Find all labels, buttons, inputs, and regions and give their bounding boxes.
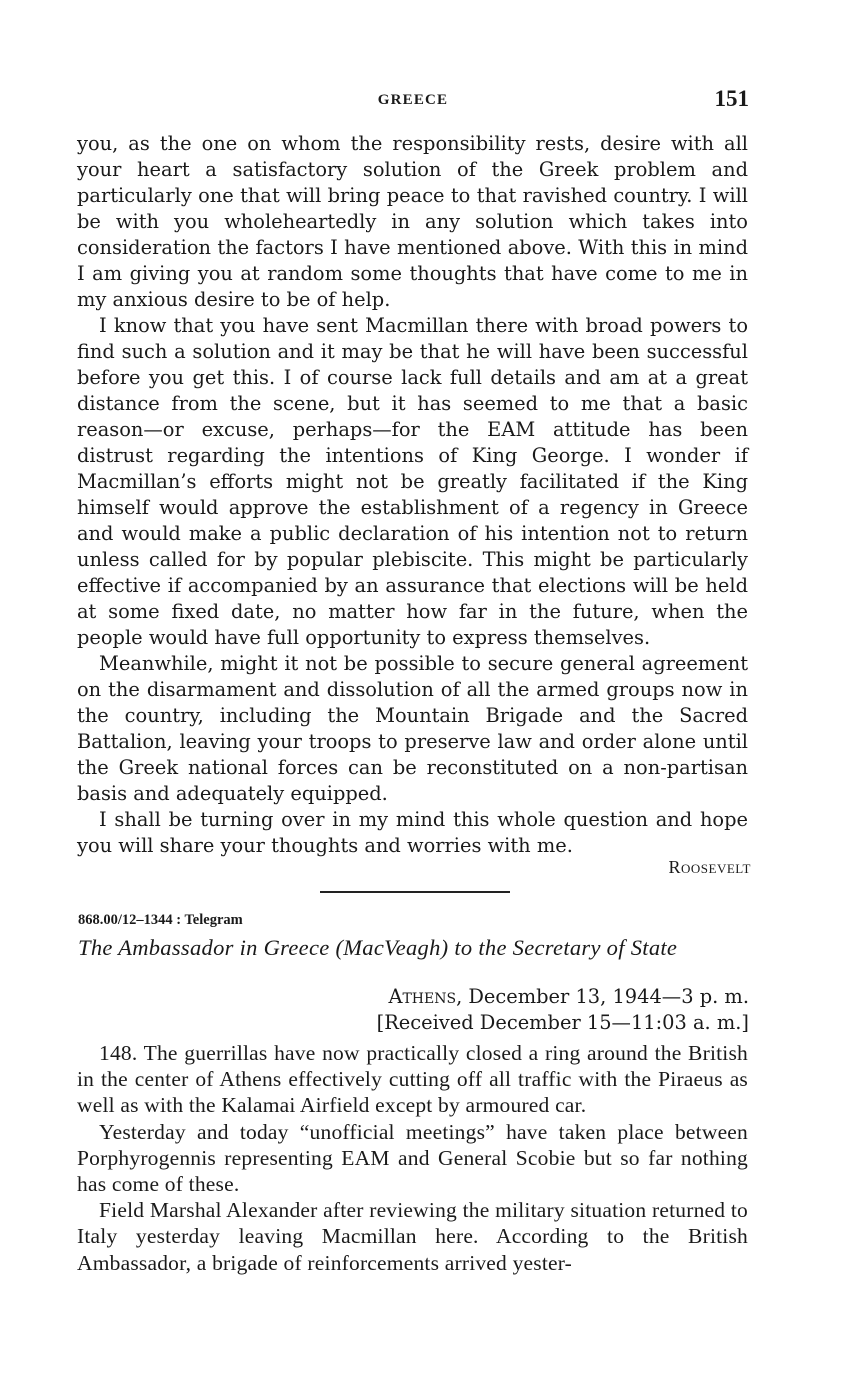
dateline-date: , December 13, 1944—3 p. m.: [456, 985, 749, 1008]
letter-body: [77, 131, 748, 859]
telegram-paragraph-1: 148. The guerrillas have now practically closed a ring around the British in the center of Athens effectively cutting off all traffic with the Piraeus as well as with the Kalamai Airfield except by armoured car.: [77, 1041, 748, 1118]
running-title: GREECE: [377, 92, 449, 108]
letter-paragraph-2: I know that you have sent Macmillan there with broad powers to find such a solution and it may be that he will have been successful before you get this. I of course lack full details and am at a great distance from the scene, but it has seemed to me that a basic reason—or excuse, perhaps—for the EAM attitude has been distrust regarding the intentions of King George. I wonder if Macmillan’s efforts might not be greatly facilitated if the King himself would approve the establishment of a regency in Greece and would make a public declaration of his intention not to return unless called for by popular plebiscite. This might be particularly effective if accompanied by an assurance that elections will be held at some fixed date, no matter how far in the future, when the people would have full opportunity to express themselves.: [77, 314, 748, 649]
section-divider: [320, 891, 510, 893]
telegram-paragraph-3: Field Marshal Alexander after reviewing the military situation returned to Italy yesterday leaving Macmillan here. According to the British Ambassador, a brigade of reinforcements arrived yester-: [77, 1198, 748, 1275]
letter-paragraph-3: Meanwhile, might it not be possible to secure general agreement on the disarmament and dissolution of all the armed groups now in the country, including the Mountain Brigade and the Sacred Battalion, leaving your troops to preserve law and order alone until the Greek national forces can be reconstituted on a non-partisan basis and adequately equipped.: [77, 652, 748, 805]
document-title: The Ambassador in Greece (MacVeagh) to the Secretary of State: [78, 935, 678, 960]
telegram-paragraph-2: Yesterday and today “unofficial meetings” have taken place between Porphyrogennis representing EAM and General Scobie but so far nothing has come of these.: [77, 1119, 748, 1197]
telegram-body: [77, 1040, 748, 1276]
received-line: [Received December 15—11:03 a. m.]: [376, 1011, 749, 1034]
signature: Roosevelt: [668, 857, 751, 877]
file-reference: 868.00/12–1344 : Telegram: [78, 912, 243, 928]
dateline-place: Athens: [388, 985, 457, 1008]
letter-paragraph-1: you, as the one on whom the responsibility rests, desire with all your heart a satisfactory solution of the Greek problem and particularly one that will bring peace to that ravished country. I will be with you wholeheartedly in any solution which takes into consideration the factors I have mentioned above. With this in mind I am giving you at random some thoughts that have come to me in my anxious desire to be of help.: [77, 132, 748, 311]
letter-paragraph-4: I shall be turning over in my mind this whole question and hope you will share your thoughts and worries with me.: [77, 808, 748, 857]
dateline: [388, 985, 749, 1008]
page-number: 151: [714, 86, 749, 111]
running-head: [0, 88, 857, 116]
